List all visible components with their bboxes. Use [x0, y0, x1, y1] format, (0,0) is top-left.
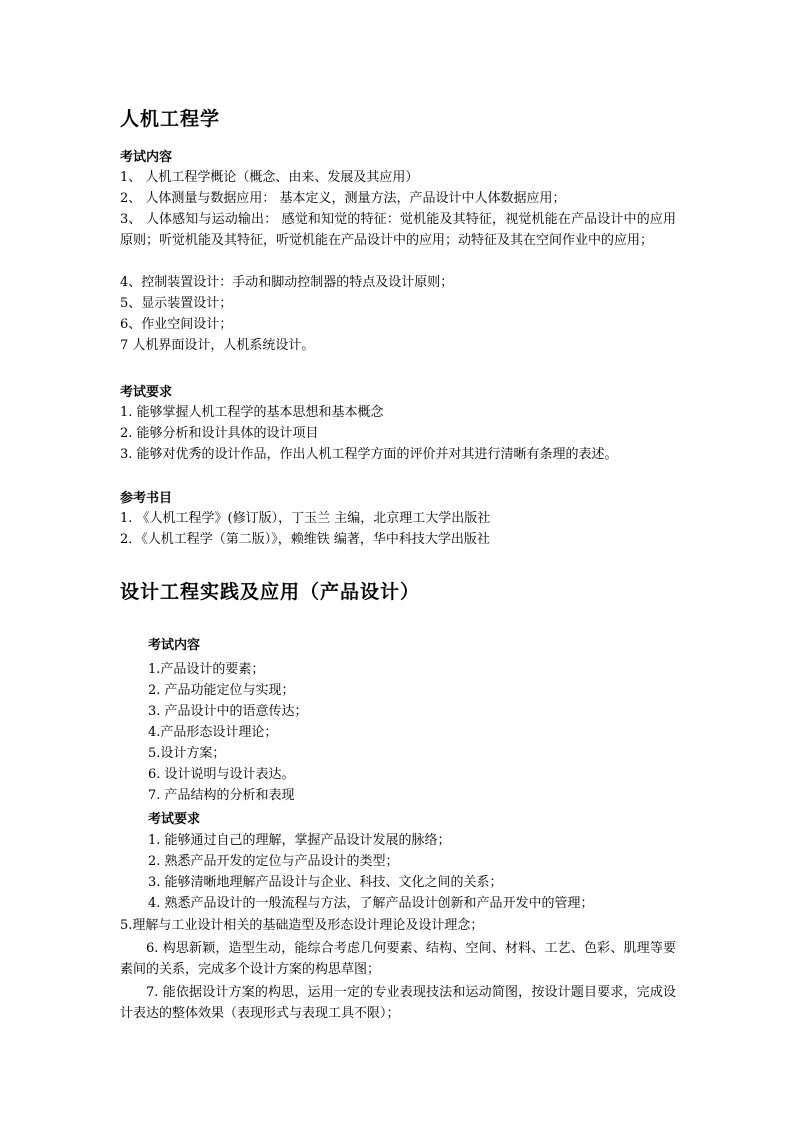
- list-item: 1.产品设计的要素；: [148, 662, 265, 677]
- list-item: 2. 产品功能定位与实现；: [148, 683, 295, 698]
- exam-requirements-heading: 考试要求: [148, 812, 201, 827]
- list-item: 2、 人体测量与数据应用： 基本定义，测量方法，产品设计中人体数据应用；: [120, 191, 566, 206]
- list-item: 3、 人体感知与运动输出： 感觉和知觉的特征：觉机能及其特征，视觉机能在产品设计中的应用原则；听觉机能及其特征，听觉机能在产品设计中的应用；动特征及其在空间作业中的应用；: [120, 212, 676, 248]
- reference-item: 1. 《人机工程学》(修订版），丁玉兰 主编，北京理工大学出版社: [120, 511, 491, 526]
- list-item: 6. 构思新颖，造型生动，能综合考虑几何要素、结构、空间、材料、工艺、色彩、肌理等要素间的关系，完成多个设计方案的构思草图；: [120, 941, 676, 977]
- list-item: 1. 能够掌握人机工程学的基本思想和基本概念: [120, 405, 384, 420]
- list-item: 7. 能依据设计方案的构思，运用一定的专业表现技法和运动简图，按设计题目要求，完成设计表达的整体效果（表现形式与表现工具不限）；: [120, 985, 676, 1021]
- section-title-ergonomics: 人机工程学: [120, 108, 221, 130]
- list-item: 7 人机界面设计，人机系统设计。: [120, 338, 315, 353]
- list-item: 4、控制装置设计：手动和脚动控制器的特点及设计原则；: [120, 275, 454, 290]
- list-item: 2. 熟悉产品开发的定位与产品设计的类型；: [148, 854, 399, 869]
- exam-content-heading: 考试内容: [120, 150, 173, 165]
- list-item: 4.产品形态设计理论；: [148, 725, 278, 740]
- list-item: 5.设计方案；: [148, 746, 226, 761]
- list-item: 6. 设计说明与设计表达。: [148, 767, 295, 782]
- list-item: 4. 熟悉产品设计的一般流程与方法，了解产品设计创新和产品开发中的管理；: [148, 896, 594, 911]
- list-item: 7. 产品结构的分析和表现: [148, 788, 295, 803]
- list-item: 5.理解与工业设计相关的基础造型及形态设计理论及设计理念；: [120, 918, 484, 933]
- list-item: 1、 人机工程学概论（概念、由来、发展及其应用）: [120, 170, 419, 185]
- list-item: 2. 能够分析和设计具体的设计项目: [120, 426, 319, 441]
- section-title-design-practice: 设计工程实践及应用（产品设计）: [120, 581, 421, 603]
- exam-requirements-heading: 考试要求: [120, 385, 173, 400]
- exam-content-heading: 考试内容: [148, 638, 201, 653]
- reference-item: 2．《人机工程学（第二版）》，赖维铁 编著，华中科技大学出版社: [120, 532, 490, 547]
- list-item: 1. 能够通过自己的理解，掌握产品设计发展的脉络；: [148, 833, 451, 848]
- list-item: 3. 产品设计中的语意传达；: [148, 704, 308, 719]
- list-item: 3. 能够对优秀的设计作品，作出人机工程学方面的评价并对其进行清晰有条理的表述。: [120, 447, 618, 462]
- list-item: 3. 能够清晰地理解产品设计与企业、科技、文化之间的关系；: [148, 875, 503, 890]
- list-item: 5、显示装置设计；: [120, 296, 233, 311]
- list-item: 6、作业空间设计；: [120, 317, 233, 332]
- references-heading: 参考书目: [120, 491, 173, 506]
